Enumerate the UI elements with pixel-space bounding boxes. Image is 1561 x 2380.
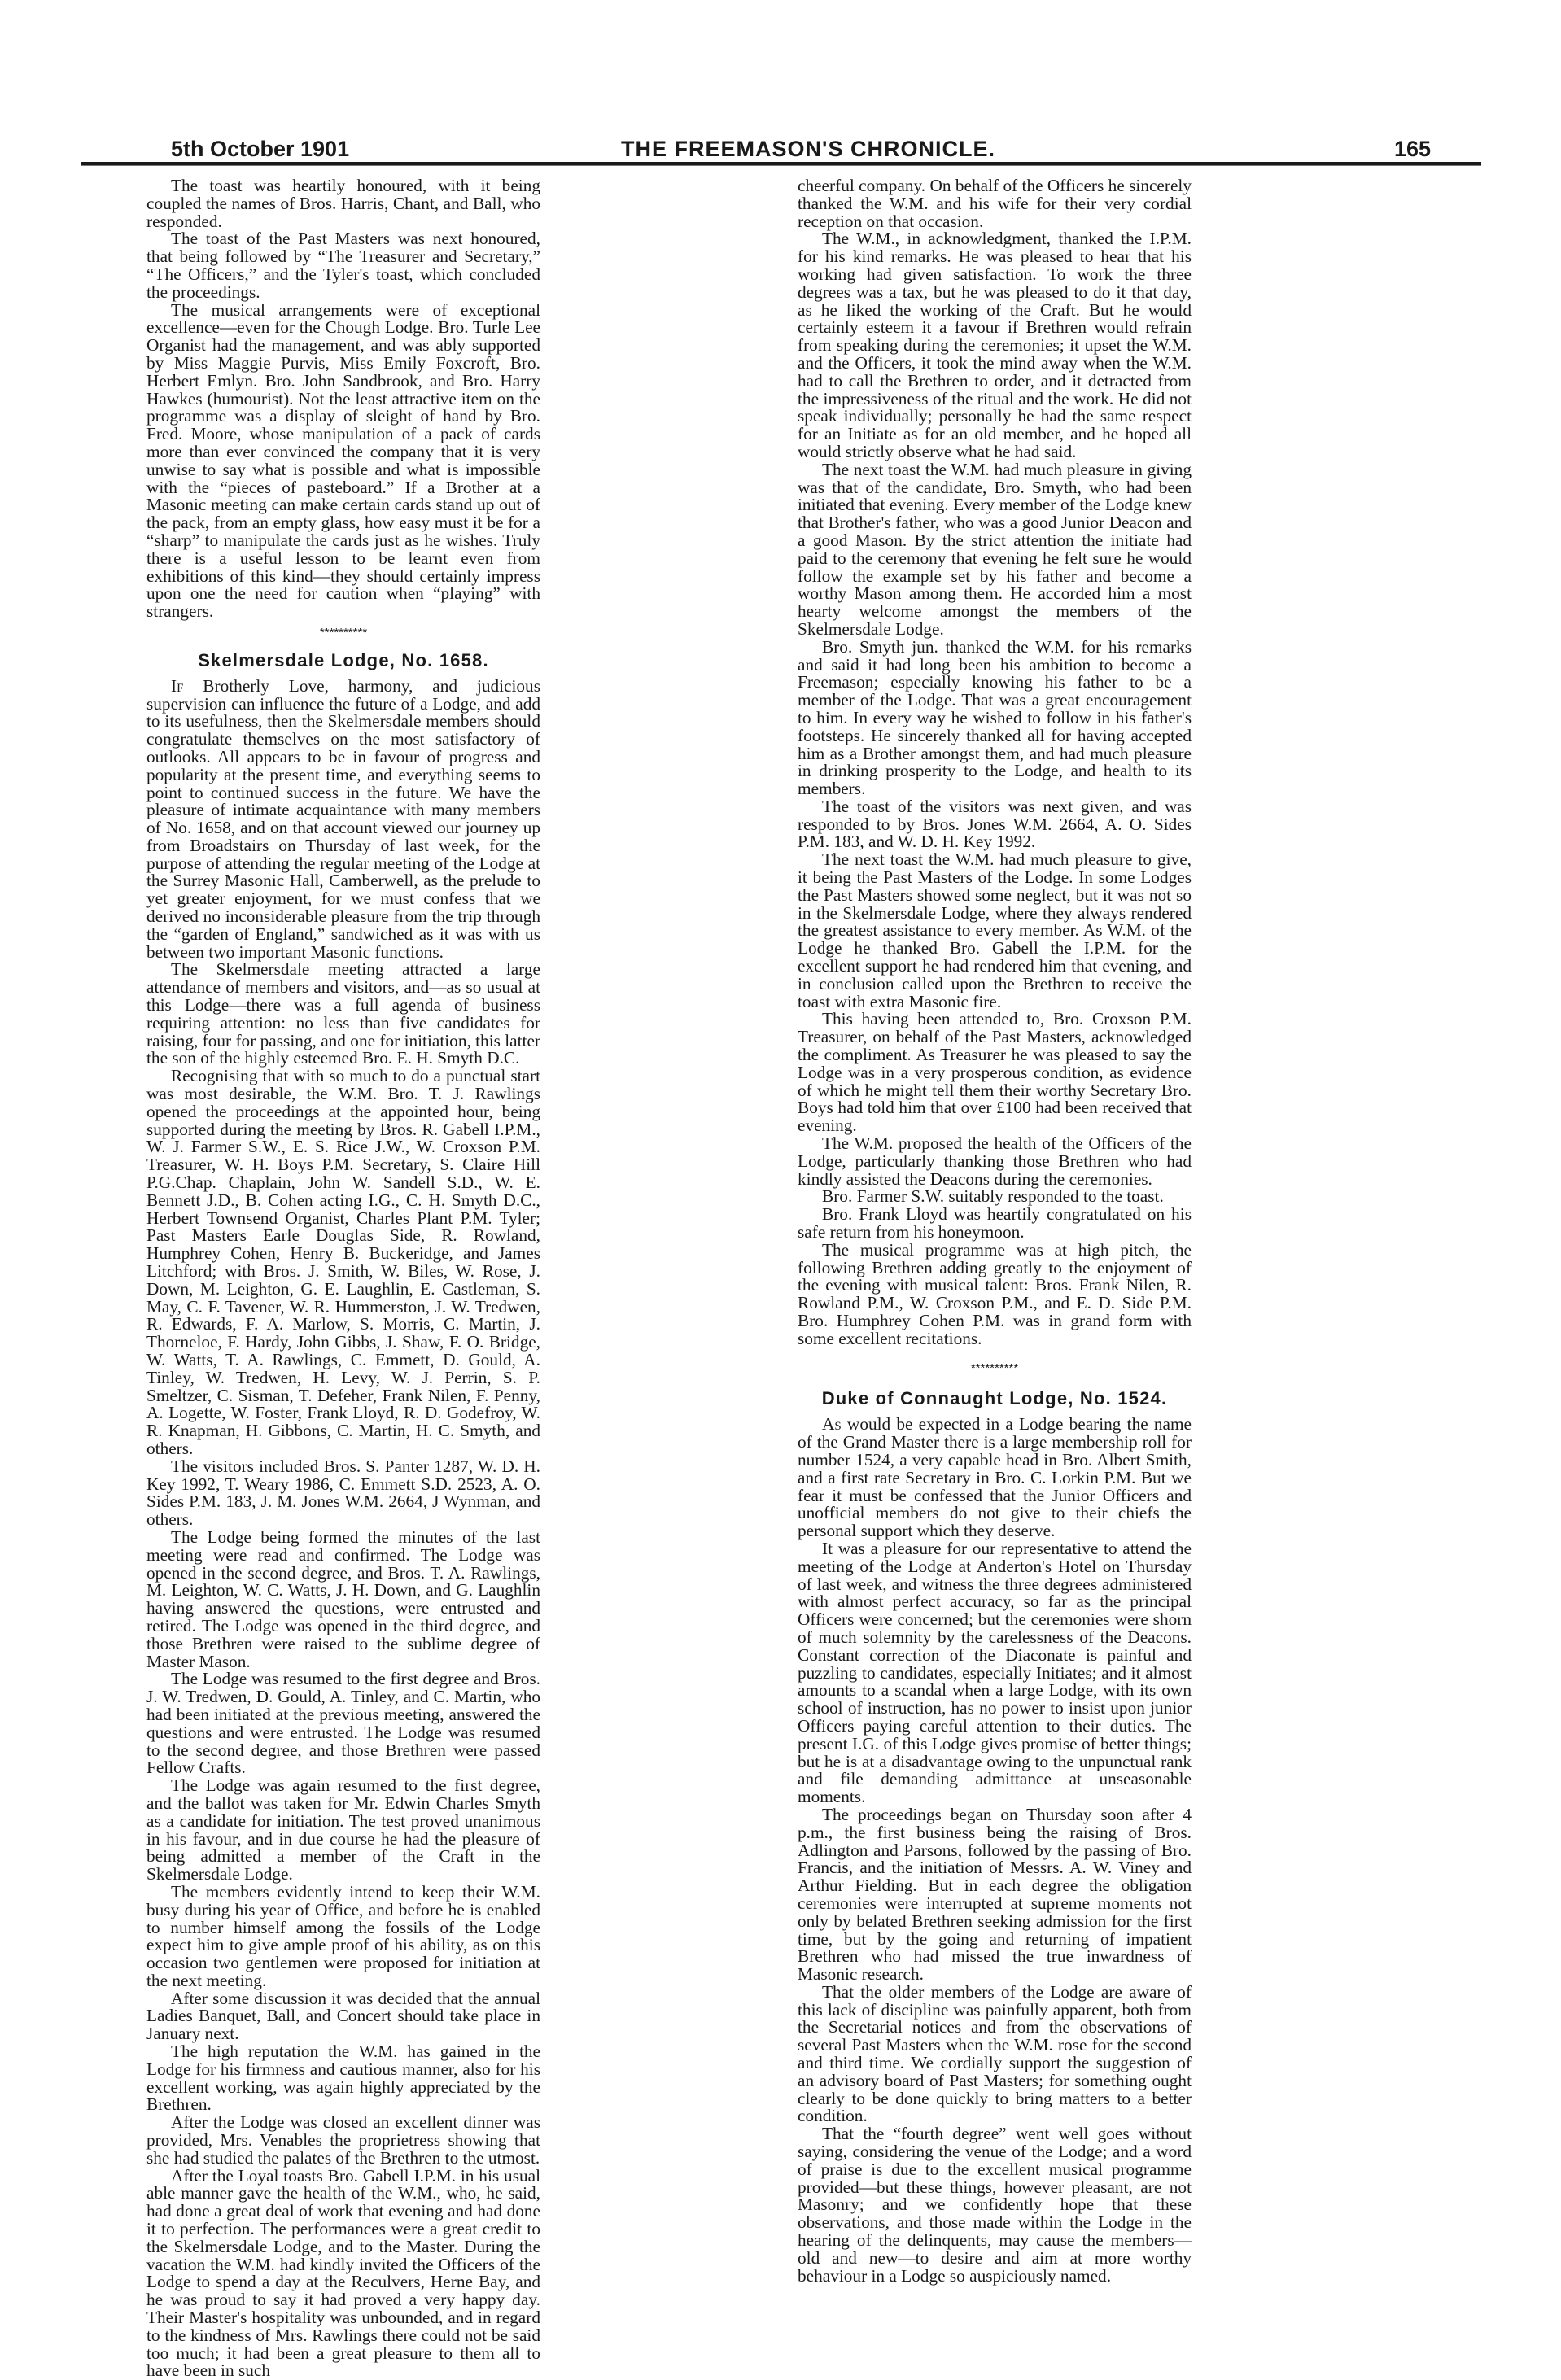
page-number: 165	[1393, 137, 1431, 161]
paragraph: After the Lodge was closed an excellent dinner was provided, Mrs. Venables the proprietress showing that she had studied the palates of the Brethren to the utmost.	[146, 2112, 540, 2168]
paragraph: The Lodge being formed the minutes of the last meeting were read and confirmed. The Lodge was opened in the second degree, and Bros. T. A. Rawlings, M. Leighton, W. C. Watts, J. H. Down, and G. Laughlin having answered the questions, were entrusted and retired. The Lodge was opened in the third degree, and those Brethren were raised to the sublime degree of Master Mason.	[146, 1526, 540, 1671]
paragraph: The Lodge was again resumed to the first degree, and the ballot was taken for Mr. Edwin Charles Smyth as a candidate for initiation. The test proved unanimous in his favour, and in due course he had the pleasure of being admitted a member of the Craft in the Skelmersdale Lodge.	[146, 1775, 540, 1884]
paragraph: The toast was heartily honoured, with it being coupled the names of Bros. Harris, Chant, and Ball, who responded.	[146, 176, 540, 231]
paragraph: The W.M. proposed the health of the Officers of the Lodge, particularly thanking those Brethren who had kindly assisted the Deacons during the ceremonies.	[798, 1133, 1192, 1189]
paragraph-text: Brotherly Love, harmony, and judicious supervision can influence the future of a Lodge, and add to its usefulness, then the Skelmersdale members should congratulate themselves on the most satisfactory of outlooks. All appears to be in favour of progress and popularity at the present time, and everything seems to point to continued success in the future. We have the pleasure of intimate acquaintance with many members of No. 1658, and on that account viewed our journey up from Broadstairs on Thursday of last week, for the purpose of attending the regular meeting of the Lodge at the Surrey Masonic Hall, Camberwell, as the prelude to yet greater enjoyment, for we must confess that we derived no inconsiderable pleasure from the trip through the “garden of England,” sandwiched as it was with us between two important Masonic functions.	[146, 675, 540, 962]
paragraph: Bro. Smyth jun. thanked the W.M. for his remarks and said it had long been his ambition to become a Freemason; especially knowing his father to be a member of the Lodge. That was a great encouragement to him. In every way he wished to follow in his father's footsteps. He sincerely thanked all for having accepted him as a Brother amongst them, and had much pleasure in drinking prosperity to the Lodge, and health to its members.	[798, 636, 1192, 799]
paragraph	[146, 675, 540, 962]
left-column	[146, 177, 540, 2380]
paragraph: Recognising that with so much to do a punctual start was most desirable, the W.M. Bro. T. J. Rawlings opened the proceedings at the appointed hour, being supported during the meeting by Bros. R. Gabell I.P.M., W. J. Farmer S.W., E. S. Rice J.W., W. Croxson P.M. Treasurer, W. H. Boys P.M. Secretary, S. Claire Hill P.G.Chap. Chaplain, John W. Sandell S.D., W. E. Bennett J.D., B. Cohen acting I.G., C. H. Smyth D.C., Herbert Townsend Organist, Charles Plant P.M. Tyler; Past Masters Earle Douglas Side, R. Rowland, Humphrey Cohen, Henry B. Buckeridge, and James Litchford; with Bros. J. Smith, W. Biles, W. Rose, J. Down, M. Leighton, G. E. Laughlin, E. Castleman, S. May, C. F. Tavener, W. R. Hummerston, J. W. Tredwen, R. Edwards, F. A. Marlow, S. Morris, C. Martin, J. Thorneloe, F. Hardy, John Gibbs, J. Shaw, F. O. Bridge, W. Watts, T. A. Rawlings, C. Emmett, D. Gould, A. Tinley, W. Tredwen, H. Levy, W. J. Perrin, S. P. Smeltzer, C. Sisman, T. Defeher, Frank Nilen, F. Penny, A. Logette, W. Foster, Frank Lloyd, R. D. Godefroy, W. R. Knapman, H. Gibbons, C. Martin, H. C. Smyth, and others.	[146, 1066, 540, 1458]
paragraph: The Skelmersdale meeting attracted a large attendance of members and visitors, and—as so usual at this Lodge—there was a full agenda of business requiring attention: no less than five candidates for raising, four for passing, and one for initiation, this latter the son of the highly esteemed Bro. E. H. Smyth D.C.	[146, 959, 540, 1068]
paragraph: The next toast the W.M. had much pleasure to give, it being the Past Masters of the Lodge. In some Lodges the Past Masters showed some neglect, but it was not so in the Skelmersdale Lodge, where they always rendered the greatest assistance to every member. As W.M. of the Lodge he thanked Bro. Gabell the I.P.M. for the excellent support he had rendered him that evening, and in conclusion called upon the Brethren to receive the toast with extra Masonic fire.	[798, 849, 1192, 1011]
paragraph: That the “fourth degree” went well goes without saying, considering the venue of the Lodge; and a word of praise is due to the excellent musical programme provided—but these things, however pleasant, are not Masonry; and we confidently hope that these observations, and those made within the Lodge in the hearing of the delinquents, may cause the members—old and new—to desire and aim at more worthy behaviour in a Lodge so auspiciously named.	[798, 2124, 1192, 2286]
drop-word: If	[171, 675, 184, 696]
paragraph: The next toast the W.M. had much pleasure in giving was that of the candidate, Bro. Smyth, who had been initiated that evening. Every member of the Lodge knew that Brother's father, who was a good Junior Deacon and a good Mason. By the strict attention the initiate had paid to the ceremony that evening he felt sure he would follow the example set by his father and become a worthy Mason among them. He accorded him a most hearty welcome amongst the members of the Skelmersdale Lodge.	[798, 459, 1192, 639]
paragraph: After some discussion it was decided that the annual Ladies Banquet, Ball, and Concert should take place in January next.	[146, 1988, 540, 2044]
paragraph: This having been attended to, Bro. Croxson P.M. Treasurer, on behalf of the Past Masters, acknowledged the compliment. As Treasurer he was pleased to say the Lodge was in a very prosperous condition, as evidence of which he might tell them their worthy Secretary Bro. Boys had told him that over £100 had been received that evening.	[798, 1009, 1192, 1136]
paragraph: The W.M., in acknowledgment, thanked the I.P.M. for his kind remarks. He was pleased to hear that his working had given satisfaction. To work the three degrees was a tax, but he was pleased to do it that day, as he liked the working of the Craft. But he would certainly esteem it a favour if Brethren would refrain from speaking during the ceremonies; it upset the W.M. and the Officers, it took the mind away when the W.M. had to call the Brethren to order, and it detracted from the impressiveness of the ritual and the work. He did not speak individually; personally he had the same respect for an Initiate as for an old member, and he hoped all would strictly observe what he had said.	[798, 229, 1192, 461]
paragraph: The musical programme was at high pitch, the following Brethren adding greatly to the enjoyment of the evening with musical talent: Bros. Frank Nilen, R. Rowland P.M., W. Croxson P.M., and E. D. Side P.M. Bro. Humphrey Cohen P.M. was in grand form with some excellent recitations.	[798, 1239, 1192, 1348]
paragraph: Bro. Frank Lloyd was heartily congratulated on his safe return from his honeymoon.	[798, 1204, 1192, 1242]
publication-title: THE FREEMASON'S CHRONICLE.	[621, 137, 995, 161]
paragraph: It was a pleasure for our representative to attend the meeting of the Lodge at Anderton's Hotel on Thursday of last week, and witness the three degrees administered with almost perfect accuracy, so far as the principal Officers were concerned; but the ceremonies were shorn of much solemnity by the carelessness of the Deacons. Constant correction of the Diaconate is painful and puzzling to candidates, especially Initiates; and it almost amounts to a scandal when a large Lodge, with its own school of instruction, has no power to insist upon junior Officers paying careful attention to their duties. The present I.G. of this Lodge gives promise of better things; but he is at a disadvantage owing to the unpunctual rank and file demanding admittance at unseasonable moments.	[798, 1538, 1192, 1807]
paragraph	[798, 1416, 1192, 1540]
paragraph: That the older members of the Lodge are aware of this lack of discipline was painfully apparent, both from the Secretarial notices and from the observations of several Past Masters when the W.M. rose for the second and third time. We cordially support the suggestion of an advisory board of Past Masters; for something ought clearly to be done quickly to bring matters to a better condition.	[798, 1981, 1192, 2126]
paragraph: After the Loyal toasts Bro. Gabell I.P.M. in his usual able manner gave the health of the W.M., who, he said, had done a great deal of work that evening and had done it to perfection. The performances were a great credit to the Skelmersdale Lodge, and to the Master. During the vacation the W.M. had kindly invited the Officers of the Lodge to spend a day at the Reculvers, Herne Bay, and he was proud to say it had proved a very happy day. Their Master's hospitality was unbounded, and in regard to the kindness of Mrs. Rawlings there could not be said too much; it had been a great pleasure to them all to have been in such	[146, 2165, 540, 2380]
paragraph: The visitors included Bros. S. Panter 1287, W. D. H. Key 1992, T. Weary 1986, C. Emmett S.D. 2523, A. O. Sides P.M. 183, J. M. Jones W.M. 2664, J Wynman, and others.	[146, 1456, 540, 1530]
section-separator: **********	[970, 1360, 1019, 1375]
paragraph: The proceedings began on Thursday soon after 4 p.m., the first business being the raising of Bros. Adlington and Parsons, followed by the passing of Bro. Francis, and the initiation of Messrs. A. W. Viney and Arthur Fielding. But in each degree the obligation ceremonies were interrupted at supreme moments not only by belated Brethren seeking admission for the first time, but by the going and returning of impatient Brethren who had missed the true inwardness of Masonic research.	[798, 1804, 1192, 1985]
article-heading-duke-of-connaught: Duke of Connaught Lodge, No. 1524.	[821, 1388, 1168, 1409]
masthead-rule	[81, 162, 1481, 166]
paragraph: The toast of the Past Masters was next honoured, that being followed by “The Treasurer and Secretary,” “The Officers,” and the Tyler's toast, which concluded the proceedings.	[146, 229, 540, 302]
drop-word: As	[822, 1414, 842, 1435]
paragraph: The Lodge was resumed to the first degree and Bros. J. W. Tredwen, D. Gould, A. Tinley, and C. Martin, who had been initiated at the previous meeting, answered the questions and were entrusted. The Lodge was resumed to the second degree, and those Brethren were passed Fellow Crafts.	[146, 1669, 540, 1778]
right-column	[798, 177, 1192, 2285]
paragraph: The members evidently intend to keep their W.M. busy during his year of Office, and before he is enabled to number himself among the fossils of the Lodge expect him to give ample proof of his ability, as on this occasion two gentlemen were proposed for initiation at the next meeting.	[146, 1881, 540, 1990]
paragraph: cheerful company. On behalf of the Officers he sincerely thanked the W.M. and his wife for their very cordial reception on that occasion.	[798, 176, 1192, 231]
paragraph-text: would be expected in a Lodge bearing the name of the Grand Master there is a large membership roll for number 1524, a very capable head in Bro. Albert Smith, and a first rate Secretary in Bro. C. Lorkin P.M. But we fear it must be confessed that the Junior Officers and unofficial members do not give to their chiefs the personal support which they deserve.	[798, 1414, 1192, 1541]
masthead	[161, 130, 1455, 163]
paragraph: Bro. Farmer S.W. suitably responded to the toast.	[822, 1186, 1164, 1207]
issue-date: 5th October 1901	[171, 137, 350, 161]
paragraph: The high reputation the W.M. has gained in the Lodge for his firmness and cautious manner, also for his excellent working, was again highly appreciated by the Brethren.	[146, 2042, 540, 2115]
paragraph: The musical arrangements were of exceptional excellence—even for the Chough Lodge. Bro. Turle Lee Organist had the management, and was ably supported by Miss Maggie Purvis, Miss Emily Foxcroft, Bro. Herbert Emlyn. Bro. John Sandbrook, and Bro. Harry Hawkes (humourist). Not the least attractive item on the programme was a display of sleight of hand by Bro. Fred. Moore, whose manipulation of a pack of cards more than ever convinced the company that it is very unwise to say what is possible and what is impossible with the “pieces of pasteboard.” If a Brother at a Masonic meeting can make certain cards stand up out of the pack, from an empty glass, how easy must it be for a “sharp” to manipulate the cards just as he wishes. Truly there is a useful lesson to be learnt even from exhibitions of this kind—they should certainly impress upon one the need for caution when “playing” with strangers.	[146, 299, 540, 622]
article-heading-skelmersdale: Skelmersdale Lodge, No. 1658.	[198, 649, 489, 670]
paragraph: The toast of the visitors was next given, and was responded to by Bros. Jones W.M. 2664, A. O. Sides P.M. 183, and W. D. H. Key 1992.	[798, 796, 1192, 852]
section-separator: **********	[319, 625, 368, 640]
